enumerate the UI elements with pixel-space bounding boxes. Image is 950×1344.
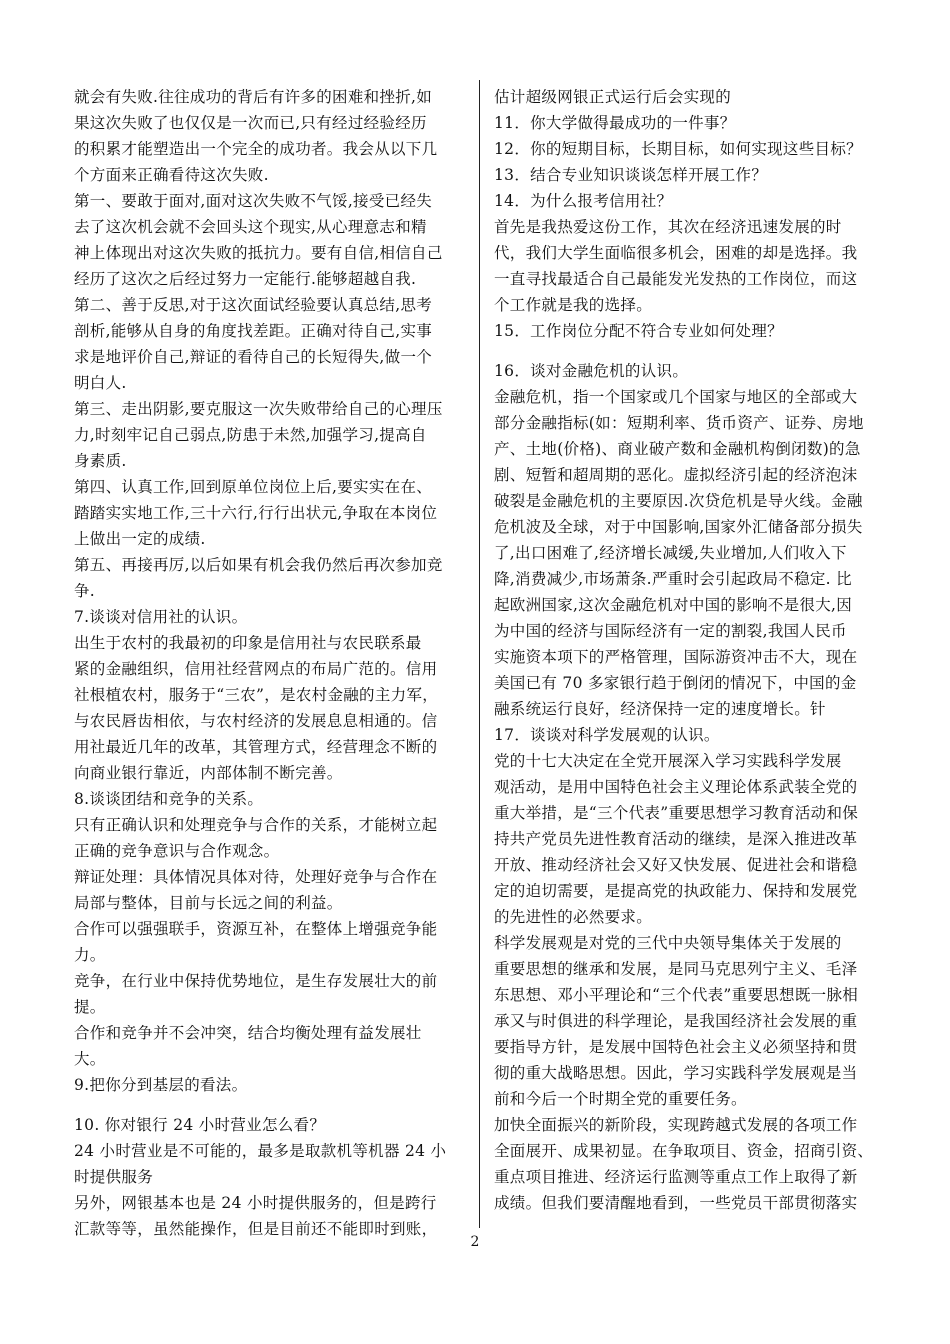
text-line: 竞争，在行业中保持优势地位，是生存发展壮大的前 bbox=[74, 972, 438, 990]
text-line: 美国已有 70 多家银行趋于倒闭的情况下，中国的金 bbox=[494, 674, 857, 692]
text-line: 与农民唇齿相依，与农村经济的发展息息相通的。信 bbox=[74, 712, 438, 730]
text-line bbox=[74, 1098, 466, 1112]
text-line: 剖析,能够从自身的角度找差距。正确对待自己,实事 bbox=[74, 322, 433, 340]
text-line: 力。 bbox=[74, 946, 106, 964]
text-line: 一直寻找最适合自己最能发光发热的工作岗位，而这 bbox=[494, 270, 858, 288]
text-line: 合作可以强强联手，资源互补，在整体上增强竞争能 bbox=[74, 920, 438, 938]
text-line: 降,消费减少,市场萧条.严重时会引起政局不稳定. 比 bbox=[494, 570, 852, 588]
text-line: 局部与整体，目前与长远之间的利益。 bbox=[74, 894, 343, 912]
text-line: 剧、短暂和超周期的恶化。虚拟经济引起的经济泡沫 bbox=[494, 466, 858, 484]
text-line: 第三、走出阴影,要克服这一次失败带给自己的心理压 bbox=[74, 400, 443, 418]
text-line: 9.把你分到基层的看法。 bbox=[74, 1076, 248, 1094]
text-line: 承又与时俱进的科学理论，是我国经济社会发展的重 bbox=[494, 1012, 858, 1030]
text-line: 第一、要敢于面对,面对这次失败不气馁,接受已经失 bbox=[74, 192, 433, 210]
text-line: 重点项目推进、经济运行监测等重点工作上取得了新 bbox=[494, 1168, 858, 1186]
text-line: 危机波及全球，对于中国影响,国家外汇储备部分损失 bbox=[494, 518, 863, 536]
text-line: 科学发展观是对党的三代中央领导集体关于发展的 bbox=[494, 934, 842, 952]
text-line: 前和今后一个时期全党的重要任务。 bbox=[494, 1090, 747, 1108]
text-line: 争. bbox=[74, 582, 96, 600]
right-text-column bbox=[494, 84, 886, 1216]
text-line: 代，我们大学生面临很多机会，困难的却是选择。我 bbox=[494, 244, 858, 262]
text-line: 重大举措，是“三个代表”重要思想学习教育活动和保 bbox=[494, 804, 859, 822]
text-line: 加快全面振兴的新阶段，实现跨越式发展的各项工作 bbox=[494, 1116, 858, 1134]
text-line: 去了这次机会就不会回头这个现实,从心理意志和精 bbox=[74, 218, 427, 236]
text-line: 7.谈谈对信用社的认识。 bbox=[74, 608, 248, 626]
text-line: 成绩。但我们要清醒地看到，一些党员干部贯彻落实 bbox=[494, 1194, 858, 1212]
text-line: 社根植农村，服务于“三农”，是农村金融的主力军， bbox=[74, 686, 439, 704]
text-line: 融系统运行良好，经济保持一定的速度增长。针 bbox=[494, 700, 826, 718]
text-line: 持共产党员先进性教育活动的继续，是深入推进改革 bbox=[494, 830, 858, 848]
text-line: 开放、推动经济社会又好又快发展、促进社会和谐稳 bbox=[494, 856, 858, 874]
text-line: 第二、善于反思,对于这次面试经验要认真总结,思考 bbox=[74, 296, 433, 314]
text-line: 8.谈谈团结和竞争的关系。 bbox=[74, 790, 264, 808]
text-line: 金融危机，指一个国家或几个国家与地区的全部或大 bbox=[494, 388, 858, 406]
text-line: 11．你大学做得最成功的一件事？ bbox=[494, 114, 736, 132]
column-divider bbox=[479, 80, 480, 1228]
text-line: 的先进性的必然要求。 bbox=[494, 908, 653, 926]
text-line: 观活动，是用中国特色社会主义理论体系武装全党的 bbox=[494, 778, 858, 796]
text-line: 第四、认真工作,回到原单位岗位上后,要实实在在、 bbox=[74, 478, 433, 496]
text-line: 破裂是金融危机的主要原因.次贷危机是导火线。金融 bbox=[494, 492, 863, 510]
text-line: 上做出一定的成绩. bbox=[74, 530, 206, 548]
text-line: 重要思想的继承和发展，是同马克思列宁主义、毛泽 bbox=[494, 960, 858, 978]
text-line: 10. 你对银行 24 小时营业怎么看？ bbox=[74, 1116, 326, 1134]
text-line: 13．结合专业知识谈谈怎样开展工作？ bbox=[494, 166, 768, 184]
text-line: 时提供服务 bbox=[74, 1168, 154, 1186]
text-line: 明白人. bbox=[74, 374, 127, 392]
text-line: 的积累才能塑造出一个完全的成功者。我会从以下几 bbox=[74, 140, 438, 158]
text-line: 首先是我热爱这份工作，其次在经济迅速发展的时 bbox=[494, 218, 842, 236]
text-line: 党的十七大决定在全党开展深入学习实践科学发展 bbox=[494, 752, 842, 770]
text-line: 东思想、邓小平理论和“三个代表”重要思想既一脉相 bbox=[494, 986, 859, 1004]
text-line: 果这次失败了也仅仅是一次而已,只有经过经验经历 bbox=[74, 114, 427, 132]
text-line: 了,出口困难了,经济增长减缓,失业增加,人们收入下 bbox=[494, 544, 847, 562]
text-line: 辩证处理：具体情况具体对待，处理好竞争与合作在 bbox=[74, 868, 438, 886]
text-line: 实施资本项下的严格管理，国际游资冲击不大，现在 bbox=[494, 648, 858, 666]
text-line: 估计超级网银正式运行后会实现的 bbox=[494, 88, 732, 106]
text-line: 出生于农村的我最初的印象是信用社与农民联系最 bbox=[74, 634, 422, 652]
text-line: 全面展开、成果初显。在争取项目、资金，招商引资、 bbox=[494, 1142, 874, 1160]
text-line: 起欧洲国家,这次金融危机对中国的影响不是很大,因 bbox=[494, 596, 853, 614]
text-line: 身素质. bbox=[74, 452, 127, 470]
text-line: 个工作就是我的选择。 bbox=[494, 296, 653, 314]
text-line: 部分金融指标(如：短期利率、货币资产、证券、房地 bbox=[494, 414, 864, 432]
text-line: 大。 bbox=[74, 1050, 106, 1068]
text-line: 个方面来正确看待这次失败. bbox=[74, 166, 269, 184]
text-line: 力,时刻牢记自己弱点,防患于未然,加强学习,提高自 bbox=[74, 426, 427, 444]
text-line: 合作和竞争并不会冲突，结合均衡处理有益发展壮 bbox=[74, 1024, 422, 1042]
text-line: 求是地评价自己,辩证的看待自己的长短得失,做一个 bbox=[74, 348, 433, 366]
text-line: 就会有失败.往往成功的背后有许多的困难和挫折,如 bbox=[74, 88, 433, 106]
text-line: 只有正确认识和处理竞争与合作的关系，才能树立起 bbox=[74, 816, 438, 834]
text-line: 踏踏实实地工作,三十六行,行行出状元,争取在本岗位 bbox=[74, 504, 438, 522]
text-line: 定的迫切需要，是提高党的执政能力、保持和发展党 bbox=[494, 882, 858, 900]
text-line: 15．工作岗位分配不符合专业如何处理？ bbox=[494, 322, 783, 340]
text-line: 汇款等等，虽然能操作，但是目前还不能即时到账， bbox=[74, 1220, 438, 1238]
text-line: 向商业银行靠近，内部体制不断完善。 bbox=[74, 764, 343, 782]
text-line: 要指导方针，是发展中国特色社会主义必须坚持和贯 bbox=[494, 1038, 858, 1056]
text-line: 神上体现出对这次失败的抵抗力。要有自信,相信自己 bbox=[74, 244, 443, 262]
text-line: 17．谈谈对科学发展观的认识。 bbox=[494, 726, 720, 744]
text-line: 提。 bbox=[74, 998, 106, 1016]
text-line: 产、土地(价格)、商业破产数和金融机构倒闭数)的急 bbox=[494, 440, 861, 458]
text-line: 为中国的经济与国际经济有一定的割裂,我国人民币 bbox=[494, 622, 847, 640]
text-line: 12．你的短期目标，长期目标，如何实现这些目标？ bbox=[494, 140, 862, 158]
text-line: 24 小时营业是不可能的，最多是取款机等机器 24 小 bbox=[74, 1142, 447, 1160]
left-text-column bbox=[74, 84, 466, 1242]
text-line: 第五、再接再厉,以后如果有机会我仍然后再次参加竞 bbox=[74, 556, 443, 574]
text-line: 用社最近几年的改革，其管理方式，经营理念不断的 bbox=[74, 738, 438, 756]
text-line bbox=[494, 344, 886, 358]
text-line: 彻的重大战略思想。因此，学习实践科学发展观是当 bbox=[494, 1064, 858, 1082]
text-line: 14．为什么报考信用社？ bbox=[494, 192, 673, 210]
page-number: 2 bbox=[470, 1234, 480, 1250]
text-line: 经历了这次之后经过努力一定能行.能够超越自我. bbox=[74, 270, 417, 288]
text-line: 16．谈对金融危机的认识。 bbox=[494, 362, 689, 380]
text-line: 另外，网银基本也是 24 小时提供服务的，但是跨行 bbox=[74, 1194, 437, 1212]
text-line: 正确的竞争意识与合作观念。 bbox=[74, 842, 280, 860]
text-line: 紧的金融组织，信用社经营网点的布局广范的。信用 bbox=[74, 660, 438, 678]
